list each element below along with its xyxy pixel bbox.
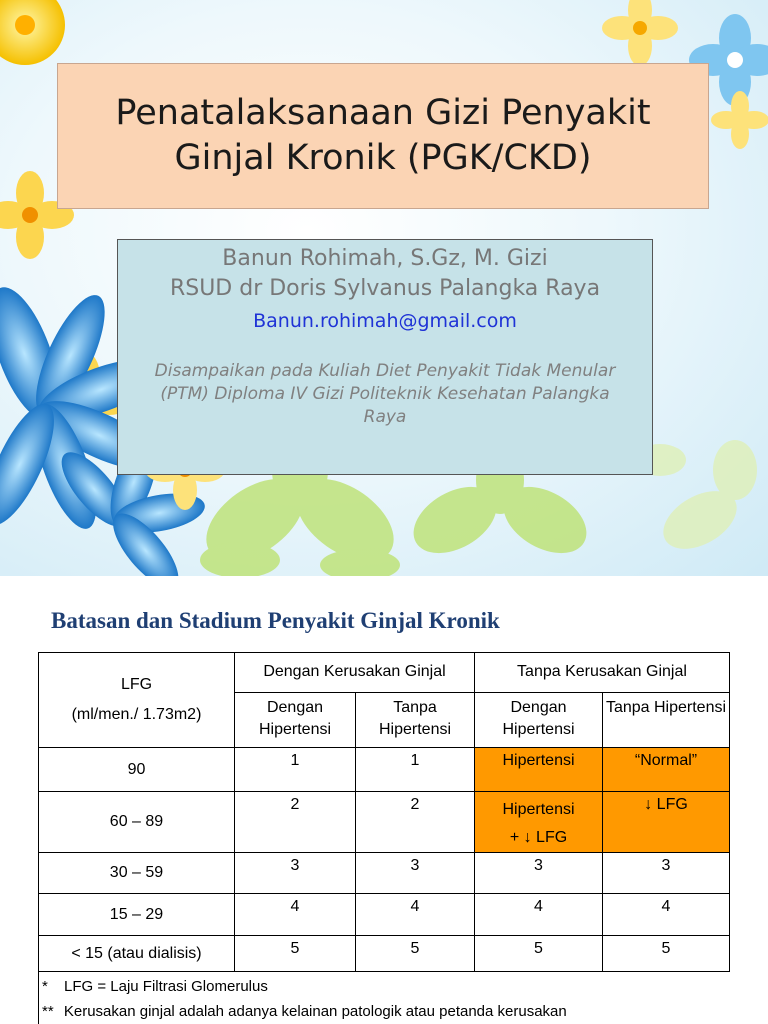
- stage-cell: 5: [356, 936, 475, 972]
- group-header-with-damage: Dengan Kerusakan Ginjal: [235, 653, 475, 693]
- stage-cell-highlight: [475, 792, 603, 853]
- stage-cell: 1: [356, 748, 475, 792]
- stage-cell: 5: [235, 936, 356, 972]
- stage-cell-highlight: “Normal”: [603, 748, 730, 792]
- lfg-cell: 60 – 89: [39, 792, 235, 853]
- stage-cell: 5: [603, 936, 730, 972]
- stage-cell: 3: [475, 853, 603, 894]
- stage-cell: 3: [603, 853, 730, 894]
- lfg-cell: < 15 (atau dialisis): [39, 936, 235, 972]
- stage-cell: 5: [475, 936, 603, 972]
- cell-line: + ↓ LFG: [509, 829, 568, 846]
- footnote-2: [42, 1003, 567, 1020]
- footnote-mark: *: [42, 978, 48, 995]
- table-row: [39, 792, 730, 853]
- presentation-note: Disampaikan pada Kuliah Diet Penyakit Tidak Menular (PTM) Diploma IV Gizi Politeknik Kesehatan Palangka Raya: [154, 361, 616, 427]
- footnote-text: LFG = Laju Filtrasi Glomerulus: [64, 978, 268, 995]
- author-name: Banun Rohimah, S.Gz, M. Gizi: [222, 246, 548, 271]
- lfg-header-unit: (ml/men./ 1.73m2): [71, 706, 202, 723]
- subheader-label: Dengan Hipertensi: [258, 699, 332, 738]
- subheader-without-ht-2: [603, 693, 730, 748]
- group-header-without-damage: Tanpa Kerusakan Ginjal: [475, 653, 730, 693]
- footnote-1: [42, 978, 268, 995]
- stage-cell: 4: [356, 894, 475, 936]
- subheader-label: Tanpa Hipertensi: [605, 699, 727, 716]
- footnote-mark: **: [42, 1003, 54, 1020]
- subheader-with-ht-2: [475, 693, 603, 748]
- table-row: [39, 936, 730, 972]
- table-row: [39, 748, 730, 792]
- stage-cell: 3: [235, 853, 356, 894]
- lfg-cell: 15 – 29: [39, 894, 235, 936]
- stage-cell: 3: [356, 853, 475, 894]
- stage-table: [38, 652, 730, 972]
- footnote-border: [38, 969, 39, 1024]
- footnote-text: Kerusakan ginjal adalah adanya kelainan patologik atau petanda kerusakan: [63, 1003, 567, 1020]
- subtitle-box: [117, 239, 653, 475]
- stage-cell-highlight: ↓ LFG: [603, 792, 730, 853]
- stage-cell: 4: [603, 894, 730, 936]
- slide-title: Penatalaksanaan Gizi Penyakit Ginjal Kronik (PGK/CKD): [115, 93, 651, 178]
- author-email: Banun.rohimah@gmail.com: [253, 310, 517, 332]
- table-row: [39, 894, 730, 936]
- stage-cell: 2: [356, 792, 475, 853]
- stage-cell: 1: [235, 748, 356, 792]
- lfg-cell: 90: [39, 748, 235, 792]
- table-row: [39, 853, 730, 894]
- table-header-row: [39, 653, 730, 693]
- stage-cell: 4: [475, 894, 603, 936]
- table-slide: [0, 576, 768, 1024]
- subheader-label: Dengan Hipertensi: [502, 699, 575, 738]
- stage-cell: 4: [235, 894, 356, 936]
- stage-cell: 2: [235, 792, 356, 853]
- lfg-header-cell: [39, 653, 235, 748]
- affiliation: RSUD dr Doris Sylvanus Palangka Raya: [169, 276, 601, 301]
- lfg-header-label: LFG: [120, 676, 153, 693]
- subheader-with-ht-1: [235, 693, 356, 748]
- subheader-label: Tanpa Hipertensi: [378, 699, 452, 738]
- lfg-cell: 30 – 59: [39, 853, 235, 894]
- slide-heading: Batasan dan Stadium Penyakit Ginjal Kronik: [51, 608, 500, 633]
- cell-line: Hipertensi: [502, 801, 575, 818]
- title-box: [57, 63, 709, 209]
- stage-cell-highlight: Hipertensi: [475, 748, 603, 792]
- subheader-without-ht-1: [356, 693, 475, 748]
